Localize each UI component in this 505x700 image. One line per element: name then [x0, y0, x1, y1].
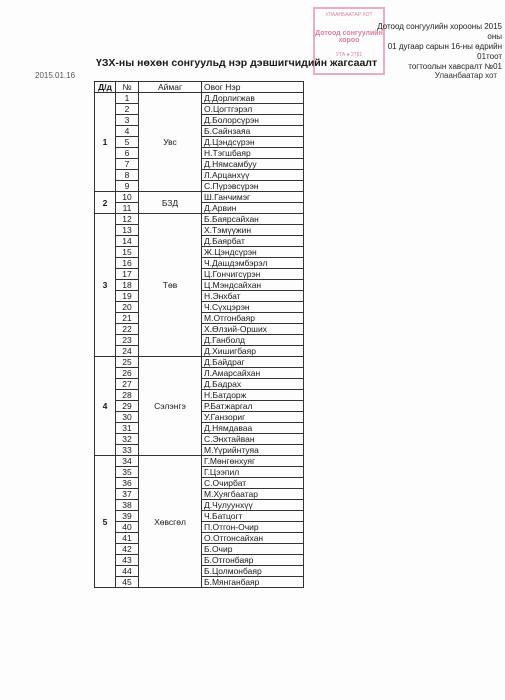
row-number-cell: 8: [116, 170, 139, 181]
table-row: [95, 456, 304, 467]
row-number-cell: 38: [116, 500, 139, 511]
candidate-name-cell: Д.Арвин: [202, 203, 304, 214]
row-number-cell: 13: [116, 225, 139, 236]
header-dd: Д/д: [95, 82, 116, 93]
row-number-cell: 26: [116, 368, 139, 379]
row-number-cell: 3: [116, 115, 139, 126]
candidate-name-cell: Д.Хишигбаяр: [202, 346, 304, 357]
row-number-cell: 25: [116, 357, 139, 368]
candidate-name-cell: Г.Мөнгөнхуяг: [202, 456, 304, 467]
table-row: [95, 214, 304, 225]
candidate-table: [94, 81, 304, 588]
candidate-name-cell: М.Хуягбаатар: [202, 489, 304, 500]
candidate-name-cell: Х.Тэмүүжин: [202, 225, 304, 236]
header-aimag: Аймаг: [139, 82, 202, 93]
table-row: [95, 357, 304, 368]
candidate-name-cell: Б.Баярсайхан: [202, 214, 304, 225]
table-row: [95, 93, 304, 104]
aimag-cell: Хөвсгөл: [139, 456, 202, 588]
aimag-cell: Сэлэнгэ: [139, 357, 202, 456]
candidate-name-cell: Х.Өлзий-Орших: [202, 324, 304, 335]
candidate-name-cell: С.Пүрэвсүрэн: [202, 181, 304, 192]
candidate-name-cell: Ч.Батцогт: [202, 511, 304, 522]
row-number-cell: 43: [116, 555, 139, 566]
row-number-cell: 30: [116, 412, 139, 423]
document-date: 2015.01.16: [35, 71, 76, 80]
candidate-name-cell: Б.Сайнзаяа: [202, 126, 304, 137]
table-header-row: [95, 82, 304, 93]
candidate-name-cell: О.Цогтгэрэл: [202, 104, 304, 115]
document-city: Улаанбаатар хот: [434, 71, 497, 80]
row-number-cell: 15: [116, 247, 139, 258]
candidate-name-cell: Ж.Цэндсүрэн: [202, 247, 304, 258]
table-body: [95, 93, 304, 588]
group-number-cell: 4: [95, 357, 116, 456]
candidate-name-cell: М.Үүрийнтуяа: [202, 445, 304, 456]
candidate-name-cell: Д.Нямдаваа: [202, 423, 304, 434]
row-number-cell: 41: [116, 533, 139, 544]
row-number-cell: 24: [116, 346, 139, 357]
row-number-cell: 20: [116, 302, 139, 313]
candidate-name-cell: Д.Дорлигжав: [202, 93, 304, 104]
stamp-bottom-text: УТА ● 2781: [335, 52, 363, 58]
candidate-name-cell: Ч.Сүхцэрэн: [202, 302, 304, 313]
row-number-cell: 2: [116, 104, 139, 115]
row-number-cell: 36: [116, 478, 139, 489]
row-number-cell: 40: [116, 522, 139, 533]
candidate-name-cell: Д.Нямсамбуу: [202, 159, 304, 170]
row-number-cell: 35: [116, 467, 139, 478]
candidate-name-cell: Д.Баярбат: [202, 236, 304, 247]
row-number-cell: 18: [116, 280, 139, 291]
note-line-3: тогтоолын хавсралт №01: [408, 62, 502, 71]
header-no: №: [116, 82, 139, 93]
stamp-top-text: УЛААНБААТАР ХОТ: [325, 12, 373, 18]
candidate-name-cell: Н.Батдорж: [202, 390, 304, 401]
candidate-name-cell: Б.Очир: [202, 544, 304, 555]
candidate-name-cell: Л.Амарсайхан: [202, 368, 304, 379]
candidate-name-cell: Д.Болорсүрэн: [202, 115, 304, 126]
group-number-cell: 1: [95, 93, 116, 192]
row-number-cell: 22: [116, 324, 139, 335]
group-number-cell: 3: [95, 214, 116, 357]
candidate-name-cell: Н.Тэгшбаяр: [202, 148, 304, 159]
resolution-note: [372, 22, 502, 72]
note-line-1: Дотоод сонгуулийн хорооны 2015 оны: [377, 22, 502, 41]
candidate-name-cell: Б.Цолмонбаяр: [202, 566, 304, 577]
row-number-cell: 11: [116, 203, 139, 214]
aimag-cell: БЗД: [139, 192, 202, 214]
row-number-cell: 6: [116, 148, 139, 159]
candidate-name-cell: У.Ганзориг: [202, 412, 304, 423]
candidate-name-cell: Д.Бадрах: [202, 379, 304, 390]
candidate-name-cell: Ц.Гончигсүрэн: [202, 269, 304, 280]
candidate-name-cell: С.Энхтайван: [202, 434, 304, 445]
candidate-name-cell: Л.Арцанхүү: [202, 170, 304, 181]
candidate-name-cell: Ц.Мэндсайхан: [202, 280, 304, 291]
row-number-cell: 34: [116, 456, 139, 467]
row-number-cell: 9: [116, 181, 139, 192]
header-name: Овог Нэр: [202, 82, 304, 93]
row-number-cell: 27: [116, 379, 139, 390]
candidate-name-cell: Д.Цэндсүрэн: [202, 137, 304, 148]
row-number-cell: 32: [116, 434, 139, 445]
row-number-cell: 39: [116, 511, 139, 522]
row-number-cell: 31: [116, 423, 139, 434]
document-title: ҮЗХ-ны нөхөн сонгуульд нэр дэвшигчидийн жагсаалт: [96, 57, 378, 69]
row-number-cell: 29: [116, 401, 139, 412]
candidate-name-cell: Н.Энхбат: [202, 291, 304, 302]
row-number-cell: 23: [116, 335, 139, 346]
candidate-name-cell: М.Отгонбаяр: [202, 313, 304, 324]
candidate-name-cell: П.Отгон-Очир: [202, 522, 304, 533]
row-number-cell: 21: [116, 313, 139, 324]
row-number-cell: 12: [116, 214, 139, 225]
row-number-cell: 17: [116, 269, 139, 280]
aimag-cell: Увс: [139, 93, 202, 192]
row-number-cell: 37: [116, 489, 139, 500]
row-number-cell: 19: [116, 291, 139, 302]
note-line-2: 01 дугаар сарын 16-ны өдрийн 01тоот: [387, 42, 502, 61]
row-number-cell: 5: [116, 137, 139, 148]
aimag-cell: Төв: [139, 214, 202, 357]
candidate-name-cell: Д.Байдраг: [202, 357, 304, 368]
candidate-name-cell: Ч.Дашдэмбэрэл: [202, 258, 304, 269]
row-number-cell: 1: [116, 93, 139, 104]
row-number-cell: 10: [116, 192, 139, 203]
group-number-cell: 5: [95, 456, 116, 588]
candidate-name-cell: С.Очирбат: [202, 478, 304, 489]
candidate-name-cell: Г.Цээпил: [202, 467, 304, 478]
row-number-cell: 42: [116, 544, 139, 555]
group-number-cell: 2: [95, 192, 116, 214]
candidate-name-cell: О.Отгонсайхан: [202, 533, 304, 544]
row-number-cell: 33: [116, 445, 139, 456]
candidate-name-cell: Б.Отгонбаяр: [202, 555, 304, 566]
candidate-name-cell: Ш.Ганчимэг: [202, 192, 304, 203]
candidate-name-cell: Б.Мянганбаяр: [202, 577, 304, 588]
candidate-name-cell: Д.Чулуунхүү: [202, 500, 304, 511]
row-number-cell: 44: [116, 566, 139, 577]
row-number-cell: 45: [116, 577, 139, 588]
row-number-cell: 7: [116, 159, 139, 170]
table-row: [95, 192, 304, 203]
row-number-cell: 16: [116, 258, 139, 269]
row-number-cell: 4: [116, 126, 139, 137]
row-number-cell: 28: [116, 390, 139, 401]
candidate-name-cell: Р.Батжаргал: [202, 401, 304, 412]
row-number-cell: 14: [116, 236, 139, 247]
candidate-name-cell: Д.Ганболд: [202, 335, 304, 346]
stamp-center-text: Дотоод сонгуулийн хороо: [315, 30, 383, 44]
